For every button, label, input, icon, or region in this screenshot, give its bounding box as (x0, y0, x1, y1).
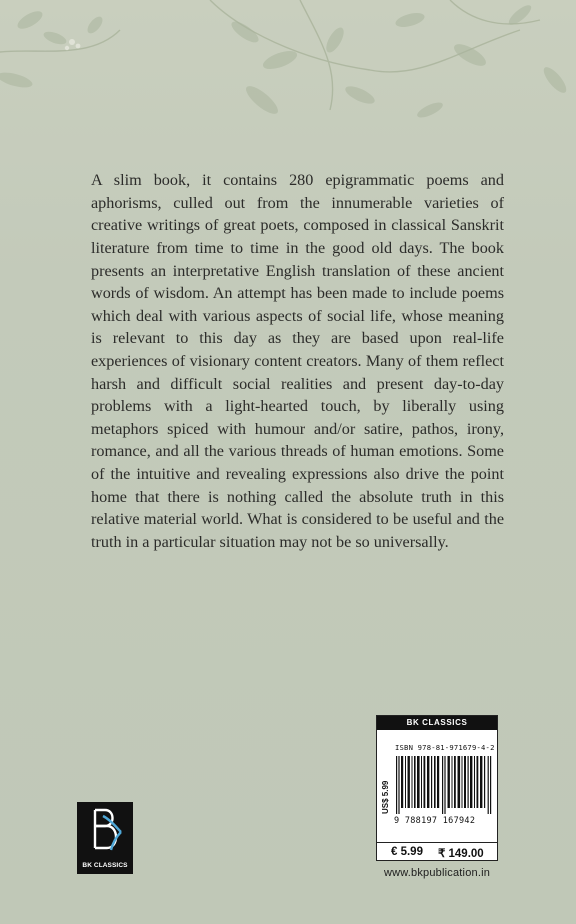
usd-price: US$ 5.99 (381, 780, 390, 814)
barcode-digits: 9 788197 167942 (394, 816, 476, 826)
foliage-illustration (0, 0, 576, 140)
price-row (377, 842, 497, 861)
barcode-header: BK CLASSICS (377, 716, 497, 730)
barcode-panel (376, 715, 498, 861)
publisher-logo (77, 802, 133, 874)
isbn-text: ISBN 978-81-971679-4-2 (395, 743, 495, 752)
barcode-bars (396, 756, 492, 814)
inr-price: ₹ 149.00 (438, 848, 484, 860)
eur-price: € 5.99 (391, 846, 423, 858)
back-cover-blurb: A slim book, it contains 280 epigrammatic poems and aphorisms, culled out from the innumerable varieties of creative writings of great poets, composed in classical Sanskrit literature from time to time in the good old days. The book presents an interpretative English translation of these ancient words of wisdom. An attempt has been made to include poems which deal with various aspects of social life, whose meaning is relevant to this day as they are based upon real-life experiences of visionary content creators. Many of them reflect harsh and difficult social realities and present day-to-day problems with a light-hearted touch, by liberally using metaphors spiced with humour and/or satire, pathos, irony, romance, and all the various threads of human emotions. Some of the intuitive and revealing expressions also drive the point home that there is nothing called the absolute truth in this relative material world. What is considered to be useful and the truth in a particular situation may not be so universally. (91, 171, 504, 551)
publisher-website: www.bkpublication.in (383, 867, 491, 879)
logo-label: BK CLASSICS (82, 862, 128, 869)
bk-monogram-icon (77, 802, 133, 858)
